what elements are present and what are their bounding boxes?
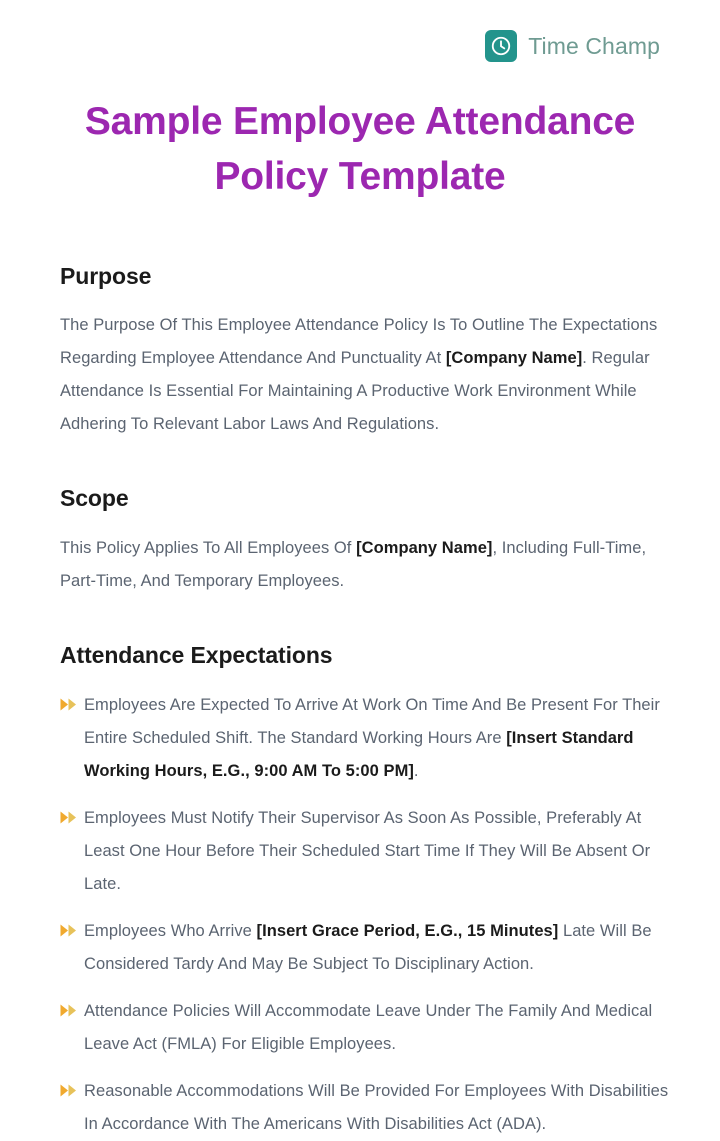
list-item — [60, 995, 683, 1061]
brand-header — [0, 0, 720, 62]
list-item-text-lead: Employees Are Expected To Arrive At Work On Time And Be Present For Their Entire Scheduled Shift. The Standard Working Hours Are — [84, 695, 660, 747]
list-item-text-lead: Employees Who Arrive — [84, 921, 257, 940]
placeholder-standard-working-hours: [Insert Standard Working Hours, E.G., 9:00 AM To 5:00 PM] — [84, 728, 634, 780]
list-item — [60, 915, 683, 981]
list-item — [60, 802, 683, 901]
list-item-text-tail: . — [413, 761, 419, 780]
clock-icon — [485, 30, 517, 62]
list-item-text-lead: Reasonable Accommodations Will Be Provided For Employees With Disabilities In Accordance With The Americans With Disabilities Act (ADA). — [84, 1081, 669, 1133]
placeholder-grace-period: [Insert Grace Period, E.G., 15 Minutes] — [256, 921, 559, 940]
section-heading-scope: Scope — [60, 485, 129, 512]
list-item — [60, 1075, 683, 1141]
paragraph-text-lead: The Purpose Of This Employee Attendance Policy Is To Outline The Expectations Regarding Employee Attendance And Punctuality At — [60, 316, 658, 368]
brand-name: Time Champ — [528, 32, 660, 59]
double-chevron-right-icon — [60, 1004, 77, 1017]
section-heading-purpose: Purpose — [60, 262, 152, 289]
section-paragraph-purpose — [60, 309, 683, 441]
double-chevron-right-icon — [60, 1084, 77, 1097]
paragraph-text-lead: This Policy Applies To All Employees Of — [60, 539, 357, 558]
section-paragraph-scope — [60, 532, 683, 598]
list-item-text-lead: Employees Must Notify Their Supervisor As Soon As Possible, Preferably At Least One Hour Before Their Scheduled Start Time If They Will Be Absent Or Late. — [84, 808, 651, 893]
placeholder-company-name: [Company Name] — [356, 539, 493, 558]
paragraph-text-tail: . Regular Attendance Is Essential For Maintaining A Productive Work Environment While Adhering To Relevant Labor Laws And Regulations. — [60, 349, 650, 434]
double-chevron-right-icon — [60, 924, 77, 937]
brand-lockup — [485, 30, 660, 62]
placeholder-company-name: [Company Name] — [445, 349, 583, 368]
double-chevron-right-icon — [60, 698, 77, 711]
page-title: Sample Employee Attendance Policy Template — [84, 100, 636, 199]
attendance-expectations-list — [60, 689, 683, 1141]
section-heading-attendance-expectations: Attendance Expectations — [60, 642, 333, 669]
list-item-text-lead: Attendance Policies Will Accommodate Leave Under The Family And Medical Leave Act (FMLA) For Eligible Employees. — [84, 1001, 653, 1053]
list-item-text-tail: Late Will Be Considered Tardy And May Be Subject To Disciplinary Action. — [84, 921, 652, 973]
double-chevron-right-icon — [60, 811, 77, 824]
list-item — [60, 689, 683, 788]
paragraph-text-tail: , Including Full-Time, Part-Time, And Temporary Employees. — [60, 539, 647, 591]
document-body — [0, 263, 720, 1141]
